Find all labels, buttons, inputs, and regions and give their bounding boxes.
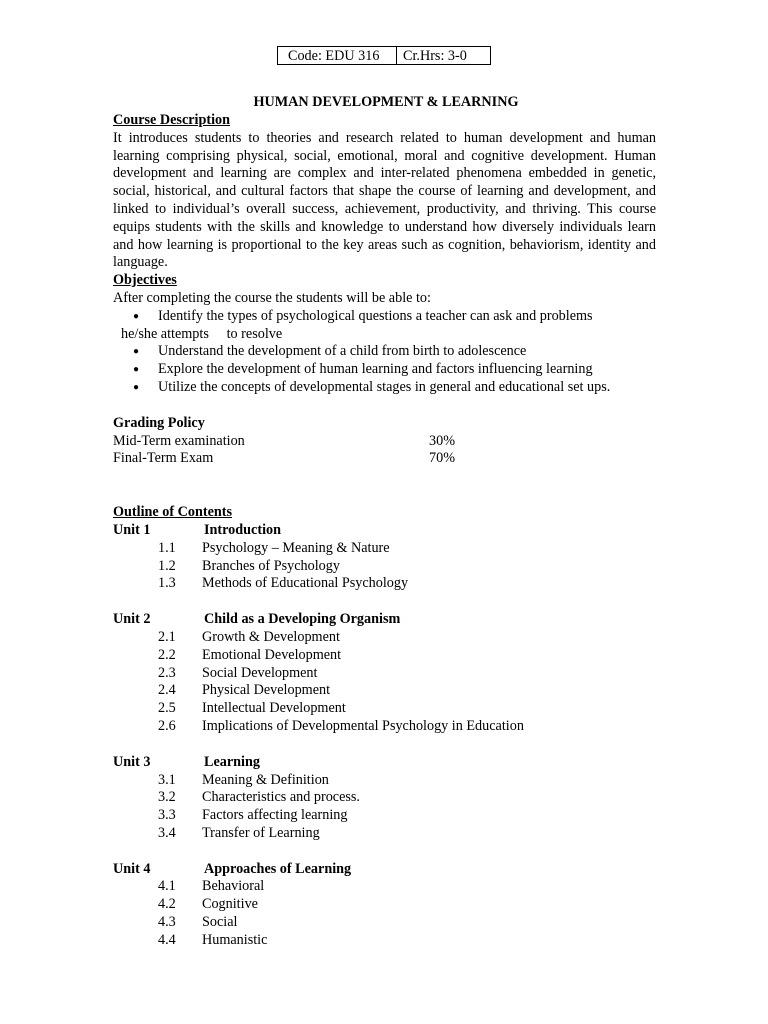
grading-row <box>113 450 656 468</box>
outline-item <box>113 629 656 647</box>
outline-heading: Outline of Contents <box>113 504 233 521</box>
objective-text: Utilize the concepts of developmental stages in general and educational set ups. <box>158 378 611 395</box>
grading-value: 70% <box>429 450 456 467</box>
unit-title: Child as a Developing Organism <box>204 611 401 628</box>
objective-item <box>113 343 656 361</box>
objective-text-continued: he/she attempts to resolve <box>121 325 283 342</box>
outline-item-text: Methods of Educational Psychology <box>202 575 409 592</box>
grading-table <box>113 433 656 469</box>
outline-item-number: 1.2 <box>158 557 176 574</box>
credit-hours: Cr.Hrs: 3-0 <box>403 48 467 64</box>
outline-item-text: Factors affecting learning <box>202 807 348 824</box>
outline-item-number: 3.4 <box>158 824 176 841</box>
unit-number: Unit 4 <box>113 860 151 877</box>
outline-item-number: 2.4 <box>158 682 176 699</box>
outline-item-number: 2.1 <box>158 628 176 645</box>
outline-item <box>113 807 656 825</box>
outline-item <box>113 789 656 807</box>
bullet-icon: ● <box>133 364 140 376</box>
course-code: Code: EDU 316 <box>278 47 397 64</box>
outline-item-text: Growth & Development <box>202 628 340 645</box>
objectives-intro: After completing the course the students will be able to: <box>113 289 431 306</box>
outline-item <box>113 540 656 558</box>
objective-text: Explore the development of human learning and factors influencing learning <box>158 361 593 378</box>
document-body <box>113 112 656 950</box>
outline-item <box>113 700 656 718</box>
objective-text: Identify the types of psychological questions a teacher can ask and problems <box>158 307 593 324</box>
unit-title: Approaches of Learning <box>204 860 352 877</box>
grading-label: Final-Term Exam <box>113 450 214 467</box>
outline-item-number: 4.3 <box>158 914 176 931</box>
outline-units <box>113 522 656 950</box>
outline-item-text: Meaning & Definition <box>202 771 329 788</box>
outline-item-number: 1.1 <box>158 539 176 556</box>
outline-item-number: 2.5 <box>158 700 176 717</box>
unit-heading <box>113 522 656 540</box>
unit-title: Learning <box>204 753 260 770</box>
outline-item-number: 3.1 <box>158 771 176 788</box>
outline-item-text: Behavioral <box>202 878 265 895</box>
page-title: HUMAN DEVELOPMENT & LEARNING <box>253 94 519 110</box>
outline-item-text: Social Development <box>202 664 318 681</box>
outline-item-number: 3.2 <box>158 789 176 806</box>
outline-item-number: 1.3 <box>158 575 176 592</box>
unit-number: Unit 3 <box>113 753 151 770</box>
outline-item-text: Humanistic <box>202 931 268 948</box>
outline-item <box>113 914 656 932</box>
outline-item-text: Social <box>202 914 238 931</box>
outline-item-number: 2.6 <box>158 717 176 734</box>
outline-item <box>113 718 656 736</box>
objective-item <box>113 308 656 344</box>
outline-item <box>113 682 656 700</box>
objectives-list <box>113 308 656 397</box>
objective-item <box>113 361 656 379</box>
outline-item-number: 4.1 <box>158 878 176 895</box>
outline-item-text: Transfer of Learning <box>202 824 320 841</box>
grading-policy-heading: Grading Policy <box>113 414 205 431</box>
outline-item <box>113 665 656 683</box>
outline-item <box>113 772 656 790</box>
outline-item <box>113 647 656 665</box>
outline-item-text: Cognitive <box>202 896 258 913</box>
unit-title: Introduction <box>204 521 281 538</box>
grading-label: Mid-Term examination <box>113 432 245 449</box>
bullet-icon: ● <box>133 381 140 393</box>
unit-number: Unit 1 <box>113 521 151 538</box>
objectives-heading: Objectives <box>113 272 177 289</box>
outline-item <box>113 825 656 843</box>
unit-heading <box>113 754 656 772</box>
outline-item-text: Branches of Psychology <box>202 557 340 574</box>
bullet-icon: ● <box>133 310 140 322</box>
outline-item-text: Characteristics and process. <box>202 789 360 806</box>
outline-item <box>113 878 656 896</box>
outline-item <box>113 932 656 950</box>
outline-item-number: 4.2 <box>158 896 176 913</box>
unit-heading <box>113 861 656 879</box>
unit-number: Unit 2 <box>113 611 151 628</box>
outline-item-number: 3.3 <box>158 807 176 824</box>
course-code-box <box>277 46 491 65</box>
outline-item-text: Intellectual Development <box>202 700 346 717</box>
outline-item-text: Physical Development <box>202 682 331 699</box>
bullet-icon: ● <box>133 346 140 358</box>
outline-item <box>113 558 656 576</box>
outline-item-text: Psychology – Meaning & Nature <box>202 539 390 556</box>
course-description-heading: Course Description <box>113 112 231 128</box>
objective-item <box>113 379 656 397</box>
outline-item <box>113 575 656 593</box>
outline-item-text: Emotional Development <box>202 646 342 663</box>
grading-row <box>113 433 656 451</box>
outline-item <box>113 896 656 914</box>
unit-heading <box>113 611 656 629</box>
objective-text: Understand the development of a child from birth to adolescence <box>158 343 527 360</box>
outline-item-number: 2.3 <box>158 664 176 681</box>
course-description-text: It introduces students to theories and research related to human development and human learning comprising physical, social, emotional, moral and cognitive development. Human development and learning are complex and inter-related phenomena embedded in genetic, social, historical, and cultural factors that shape the course of learning and development, and linked to individual’s overall success, achievement, productivity, and thriving. This course equips students with the skills and knowledge to understand how diversely individuals learn and how learning is proportional to the key areas such as cognition, behaviorism, identity and language. <box>113 129 656 271</box>
outline-item-text: Implications of Developmental Psychology in Education <box>202 717 524 734</box>
outline-item-number: 4.4 <box>158 931 176 948</box>
grading-value: 30% <box>429 432 456 449</box>
outline-item-number: 2.2 <box>158 646 176 663</box>
